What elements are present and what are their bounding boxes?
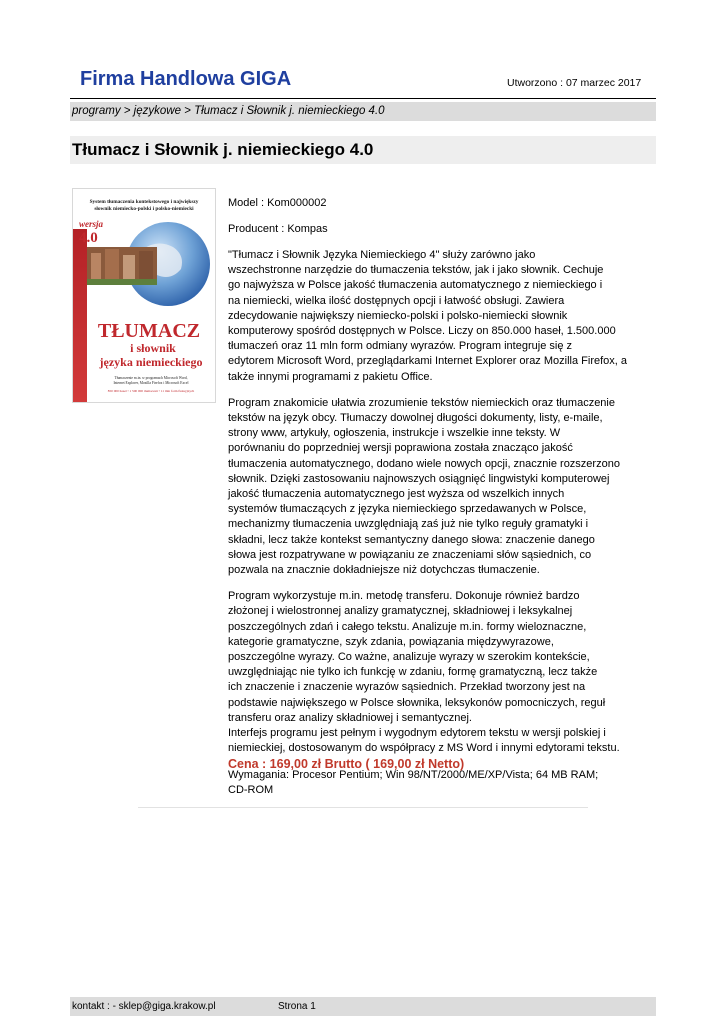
cover-red-band xyxy=(73,229,87,402)
created-date: Utworzono : 07 marzec 2017 xyxy=(507,77,642,89)
cover-subtitle-1: i słownik xyxy=(130,341,176,355)
cover-small-text-2: Internet Explorer, Mozilla Firefox i Microsoft Excel xyxy=(113,381,189,385)
footer-contact: kontakt : - sklep@giga.krakow.pl xyxy=(72,1001,216,1012)
product-cover-image xyxy=(72,188,216,403)
company-name: Firma Handlowa GIGA xyxy=(80,68,292,90)
footer-page-number: Strona 1 xyxy=(278,1001,316,1012)
content-separator xyxy=(138,807,588,808)
cover-version-word: wersja xyxy=(79,219,104,229)
cover-small-text-1: Tłumaczenie m.in. w programach Microsoft Word, xyxy=(114,376,188,380)
product-description xyxy=(228,248,632,798)
cover-small-text-3: 850 000 haseł • 1 500 000 tłumaczeń • 11 mln form fleksyjnych xyxy=(107,389,195,393)
cover-big-title: TŁUMACZ xyxy=(97,320,201,342)
cover-subtitle-2: języka niemieckiego xyxy=(99,355,203,369)
description-requirements: Wymagania: Procesor Pentium; Win 98/NT/2000/ME/XP/Vista; 64 MB RAM; CD-ROM xyxy=(228,768,599,796)
cover-version-number: 4.0 xyxy=(79,230,98,246)
product-model: Model : Kom000002 xyxy=(228,197,327,209)
product-producer: Producent : Kompas xyxy=(228,223,328,235)
description-paragraph-3: Program wykorzystuje m.in. metodę transferu. Dokonuje również bardzo złożonej i wielostronnej analizy gramatycznej, składniowej i leksykalnej poszczególnych zdań i całego tekstu. Analizuje m.in. formy wieloznaczne, kategorie gramatyczne, szyk zdania, powiązania międzywyrazowe, poszczególne wyrazy. Co ważne, analizuje wyrazy w szerokim kontekście, uwzględniając nie tylko ich funkcję w zdaniu, formę gramatyczną, lecz także ich znaczenie i znaczenie wyrazów sąsiednich. Przekład tworzony jest na podstawie największego w Polsce słownika, leksykonów pomocniczych, reguł transferu oraz analizy składniowej i semantycznej. Interfejs programu jest pełnym i wygodnym edytorem tekstu w wersji polskiej i niemieckiej, dostosowanym do współpracy z MS Word i innymi edytorami tekstu. xyxy=(228,590,620,755)
description-paragraph-1: "Tłumacz i Słownik Języka Niemieckiego 4" służy zarówno jako wszechstronne narzędzie do tłumaczenia tekstów, jak i jako słownik. Cechuje go najwyższa w Polsce jakość tłumaczenia automatycznego z niemieckiego i na niemiecki, wielka ilość dostępnych opcji i łatwość obsługi. Zawiera zdecydowanie największy niemiecko-polski i polsko-niemiecki słownik komputerowy spośród dostępnych w Polsce. Liczy on 850.000 haseł, 1.500.000 tłumaczeń oraz 11 mln form odmiany wyrazów. Program integruje się z edytorem Microsoft Word, przeglądarkami Internet Explorer oraz Mozilla Firefox, a także innymi programami z pakietu Office. xyxy=(228,249,627,383)
header-divider xyxy=(70,98,656,99)
breadcrumb: programy > językowe > Tłumacz i Słownik j. niemieckiego 4.0 xyxy=(72,105,385,117)
cover-top-text-1: System tłumaczenia kontekstowego i największy xyxy=(89,199,199,205)
page-title: Tłumacz i Słownik j. niemieckiego 4.0 xyxy=(72,140,374,159)
cover-top-text-2: słownik niemiecko-polski i polsko-niemiecki xyxy=(94,206,194,212)
product-cover-art xyxy=(73,189,215,402)
description-paragraph-2: Program znakomicie ułatwia zrozumienie tekstów niemieckich oraz tłumaczenie tekstów na język obcy. Tłumaczy dowolnej długości dokumenty, listy, e-maile, strony www, artykuły, ogłoszenia, instrukcje i wszelkie inne teksty. W porównaniu do poprzedniej wersji poprawiona została znacząco jakość tłumaczenia automatycznego, dodano wiele nowych opcji, znacznie rozszerzono słownik. Dzięki zastosowaniu najnowszych osiągnięć lingwistyki komputerowej jakość tłumaczenia automatycznego jest wyższa od wszelkich innych systemów tłumaczących z języka niemieckiego sprzedawanych w Polsce, mechanizmy tłumaczenia uwzględniają zaś już nie tylko reguły gramatyki i składni, lecz także kontekst semantyczny danego słowa: znaczenie danego słowa jest rozpatrywane w powiązaniu ze znaczeniami słów sąsiednich, co pozwala na znacznie dokładniejsze niż dotychczas tłumaczenie. xyxy=(228,396,620,577)
product-price: Cena : 169,00 zł Brutto ( 169,00 zł Netto) xyxy=(228,757,465,771)
